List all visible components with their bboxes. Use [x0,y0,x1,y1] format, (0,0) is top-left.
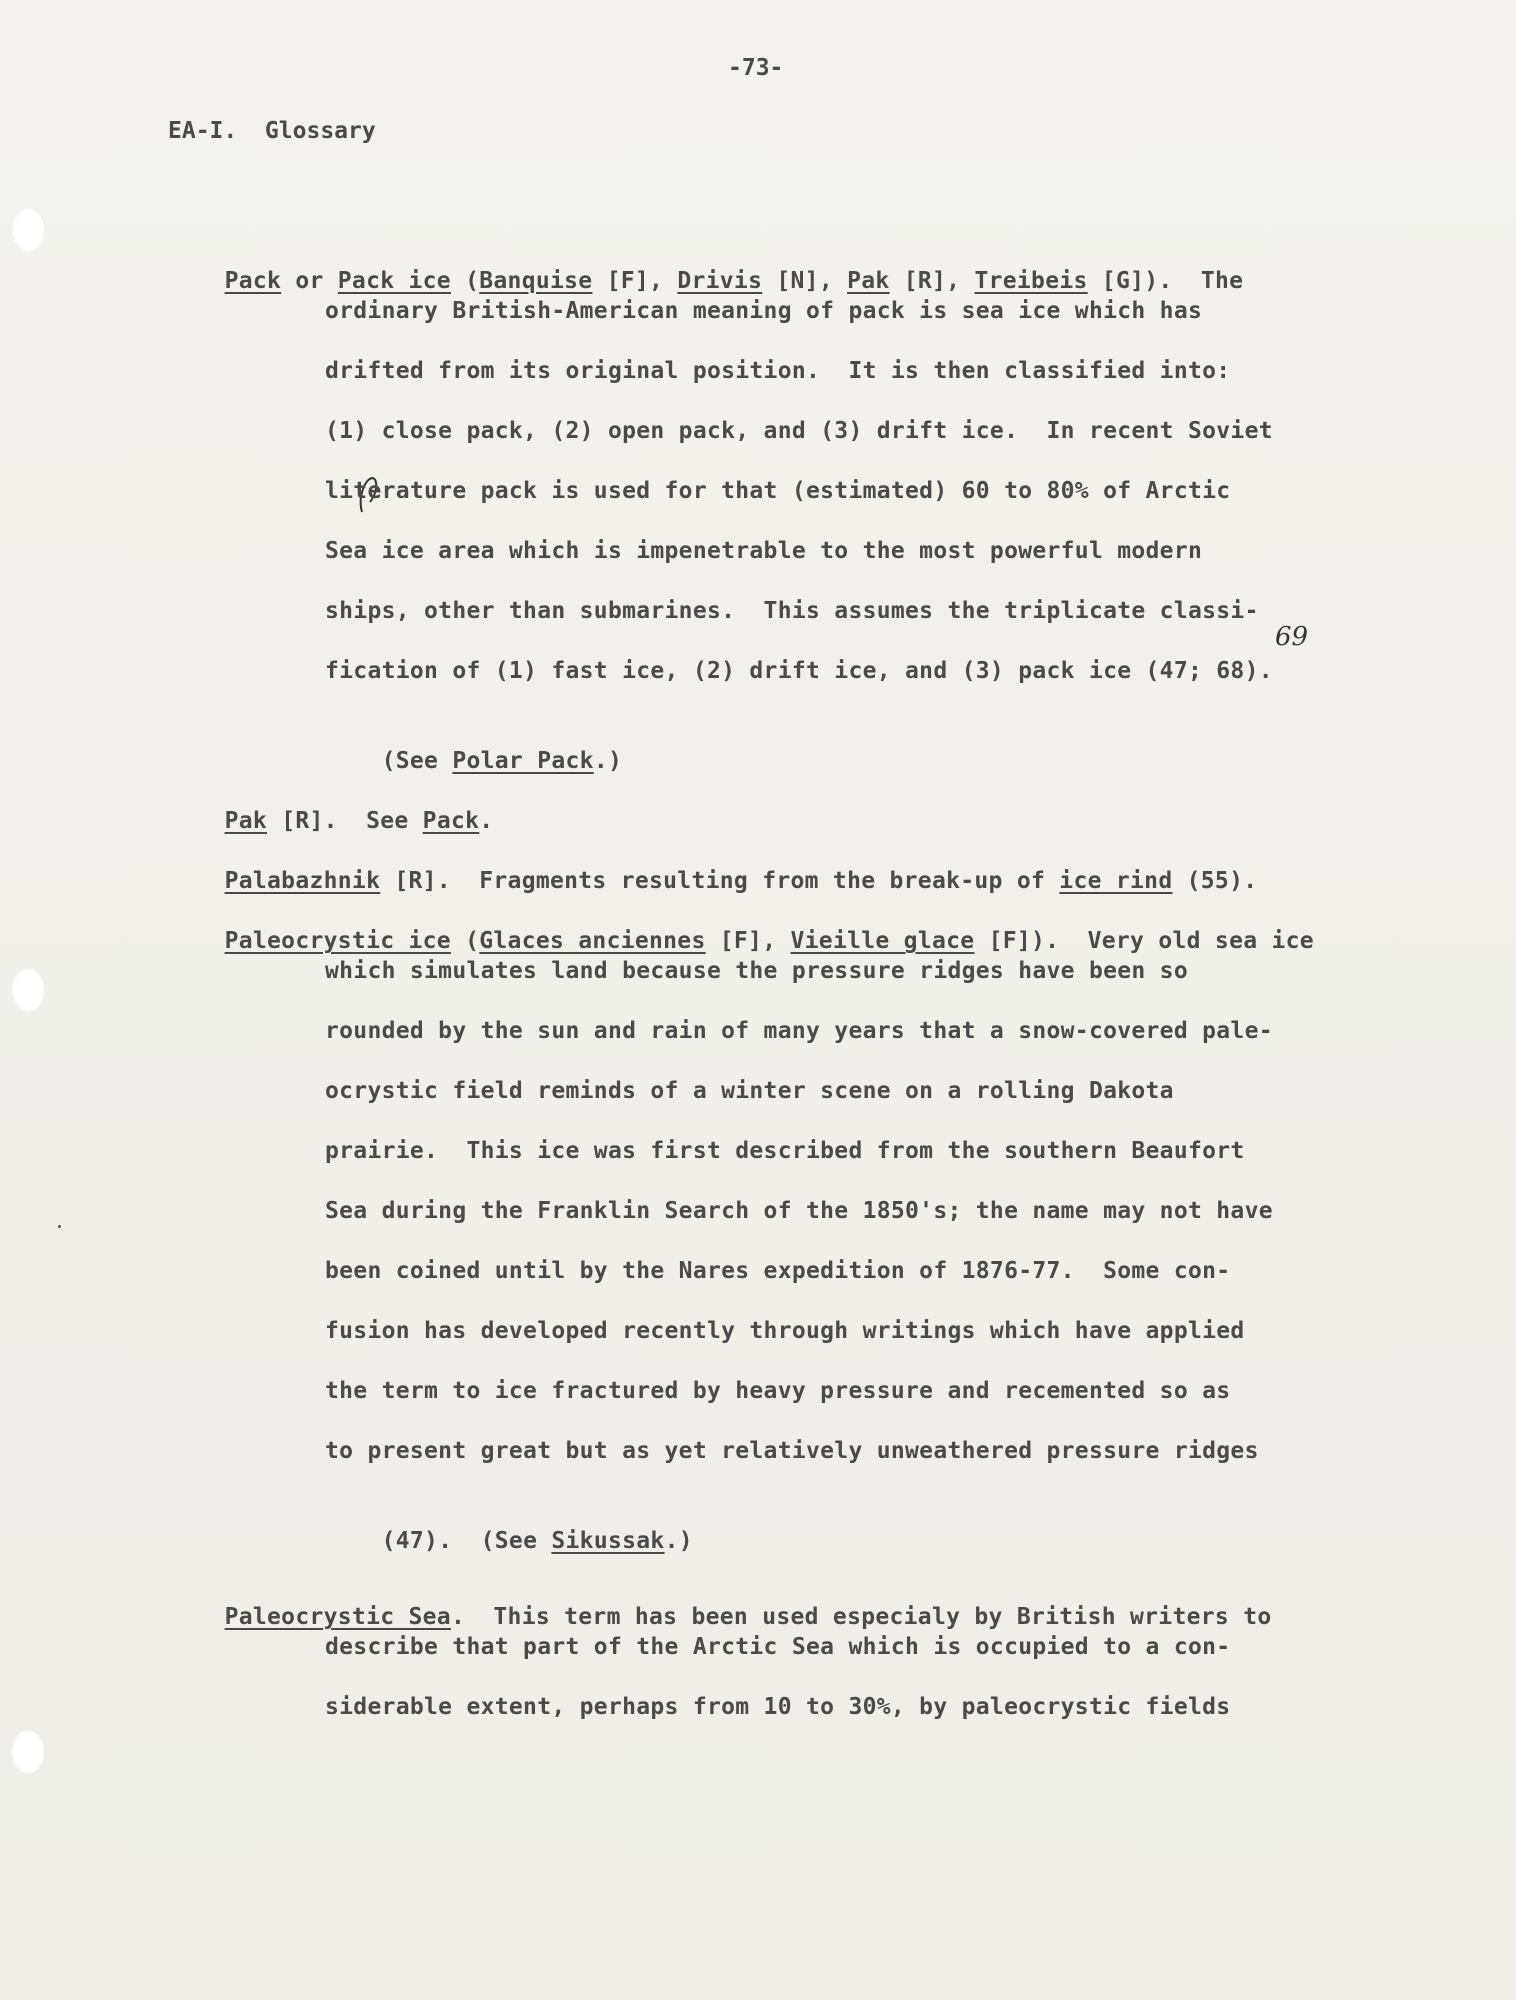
text-line: ocrystic field reminds of a winter scene on a rolling Dakota [325,1078,1174,1104]
page-number: -73- [728,55,784,81]
text-line: drifted from its original position. It is then classified into: [325,358,1231,384]
text-line: fusion has developed recently through writings which have applied [325,1318,1245,1344]
punch-hole [10,968,44,1012]
text-line: Sea ice area which is impenetrable to the most powerful modern [325,538,1203,564]
text-line: Sea during the Franklin Search of the 1850's; the name may not have [325,1198,1273,1224]
text-line: Pak [R]. See Pack. [224,808,494,834]
text-line: Paleocrystic ice (Glaces anciennes [F], Vieille glace [F]). Very old sea ice [224,928,1314,954]
term: Paleocrystic ice [224,928,451,954]
text-line: (47). (See Sikussak.) [381,1528,693,1554]
handwritten-margin-note: 69 [1275,622,1309,652]
text-line: fication of (1) fast ice, (2) drift ice, and (3) pack ice (47; 68). [325,658,1273,684]
term: Glaces anciennes [479,928,706,954]
text-line: been coined until by the Nares expedition of 1876-77. Some con- [325,1258,1231,1284]
text-line: ordinary British-American meaning of pack is sea ice which has [325,298,1203,324]
term: Pak [224,808,268,834]
term: Banquise [479,268,593,294]
text-line: which simulates land because the pressure ridges have been so [325,958,1188,984]
term: Paleocrystic Sea [224,1604,451,1630]
term: Pak [847,268,890,294]
punch-hole [10,1730,44,1774]
text-line: prairie. This ice was first described from the southern Beaufort [325,1138,1245,1164]
term: Pack ice [337,268,451,294]
text-line: siderable extent, perhaps from 10 to 30%, by paleocrystic fields [325,1694,1231,1720]
cross-reference: Pack [422,808,480,834]
text-line: describe that part of the Arctic Sea which is occupied to a con- [325,1634,1231,1660]
text-line: (See Polar Pack.) [381,748,623,774]
cross-reference: ice rind [1059,868,1173,894]
text-line: literature pack is used for that (estimated) 60 to 80% of Arctic [325,478,1231,504]
punch-hole [10,208,44,252]
term: Vieille glace [790,928,975,954]
term: Palabazhnik [224,868,381,894]
text-line: Pack or Pack ice (Banquise [F], Drivis [N], Pak [R], Treibeis [G]). The [224,268,1244,294]
term: Treibeis [974,268,1088,294]
term: Drivis [677,268,763,294]
cross-reference: Polar Pack [452,748,594,774]
text-line: rounded by the sun and rain of many years that a snow-covered pale- [325,1018,1273,1044]
text-line: Palabazhnik [R]. Fragments resulting from the break-up of ice rind (55). [224,868,1258,894]
text-line: Paleocrystic Sea. This term has been used especialy by British writers to [224,1604,1272,1630]
text-line: (1) close pack, (2) open pack, and (3) drift ice. In recent Soviet [325,418,1273,444]
text-line: the term to ice fractured by heavy pressure and recemented so as [325,1378,1231,1404]
text-line: to present great but as yet relatively unweathered pressure ridges [325,1438,1259,1464]
term: Pack [224,268,282,294]
stray-mark [58,1225,61,1228]
text-line: ships, other than submarines. This assumes the triplicate classi- [325,598,1259,624]
cross-reference: Sikussak [551,1528,665,1554]
section-heading: EA-I. Glossary [168,118,376,144]
